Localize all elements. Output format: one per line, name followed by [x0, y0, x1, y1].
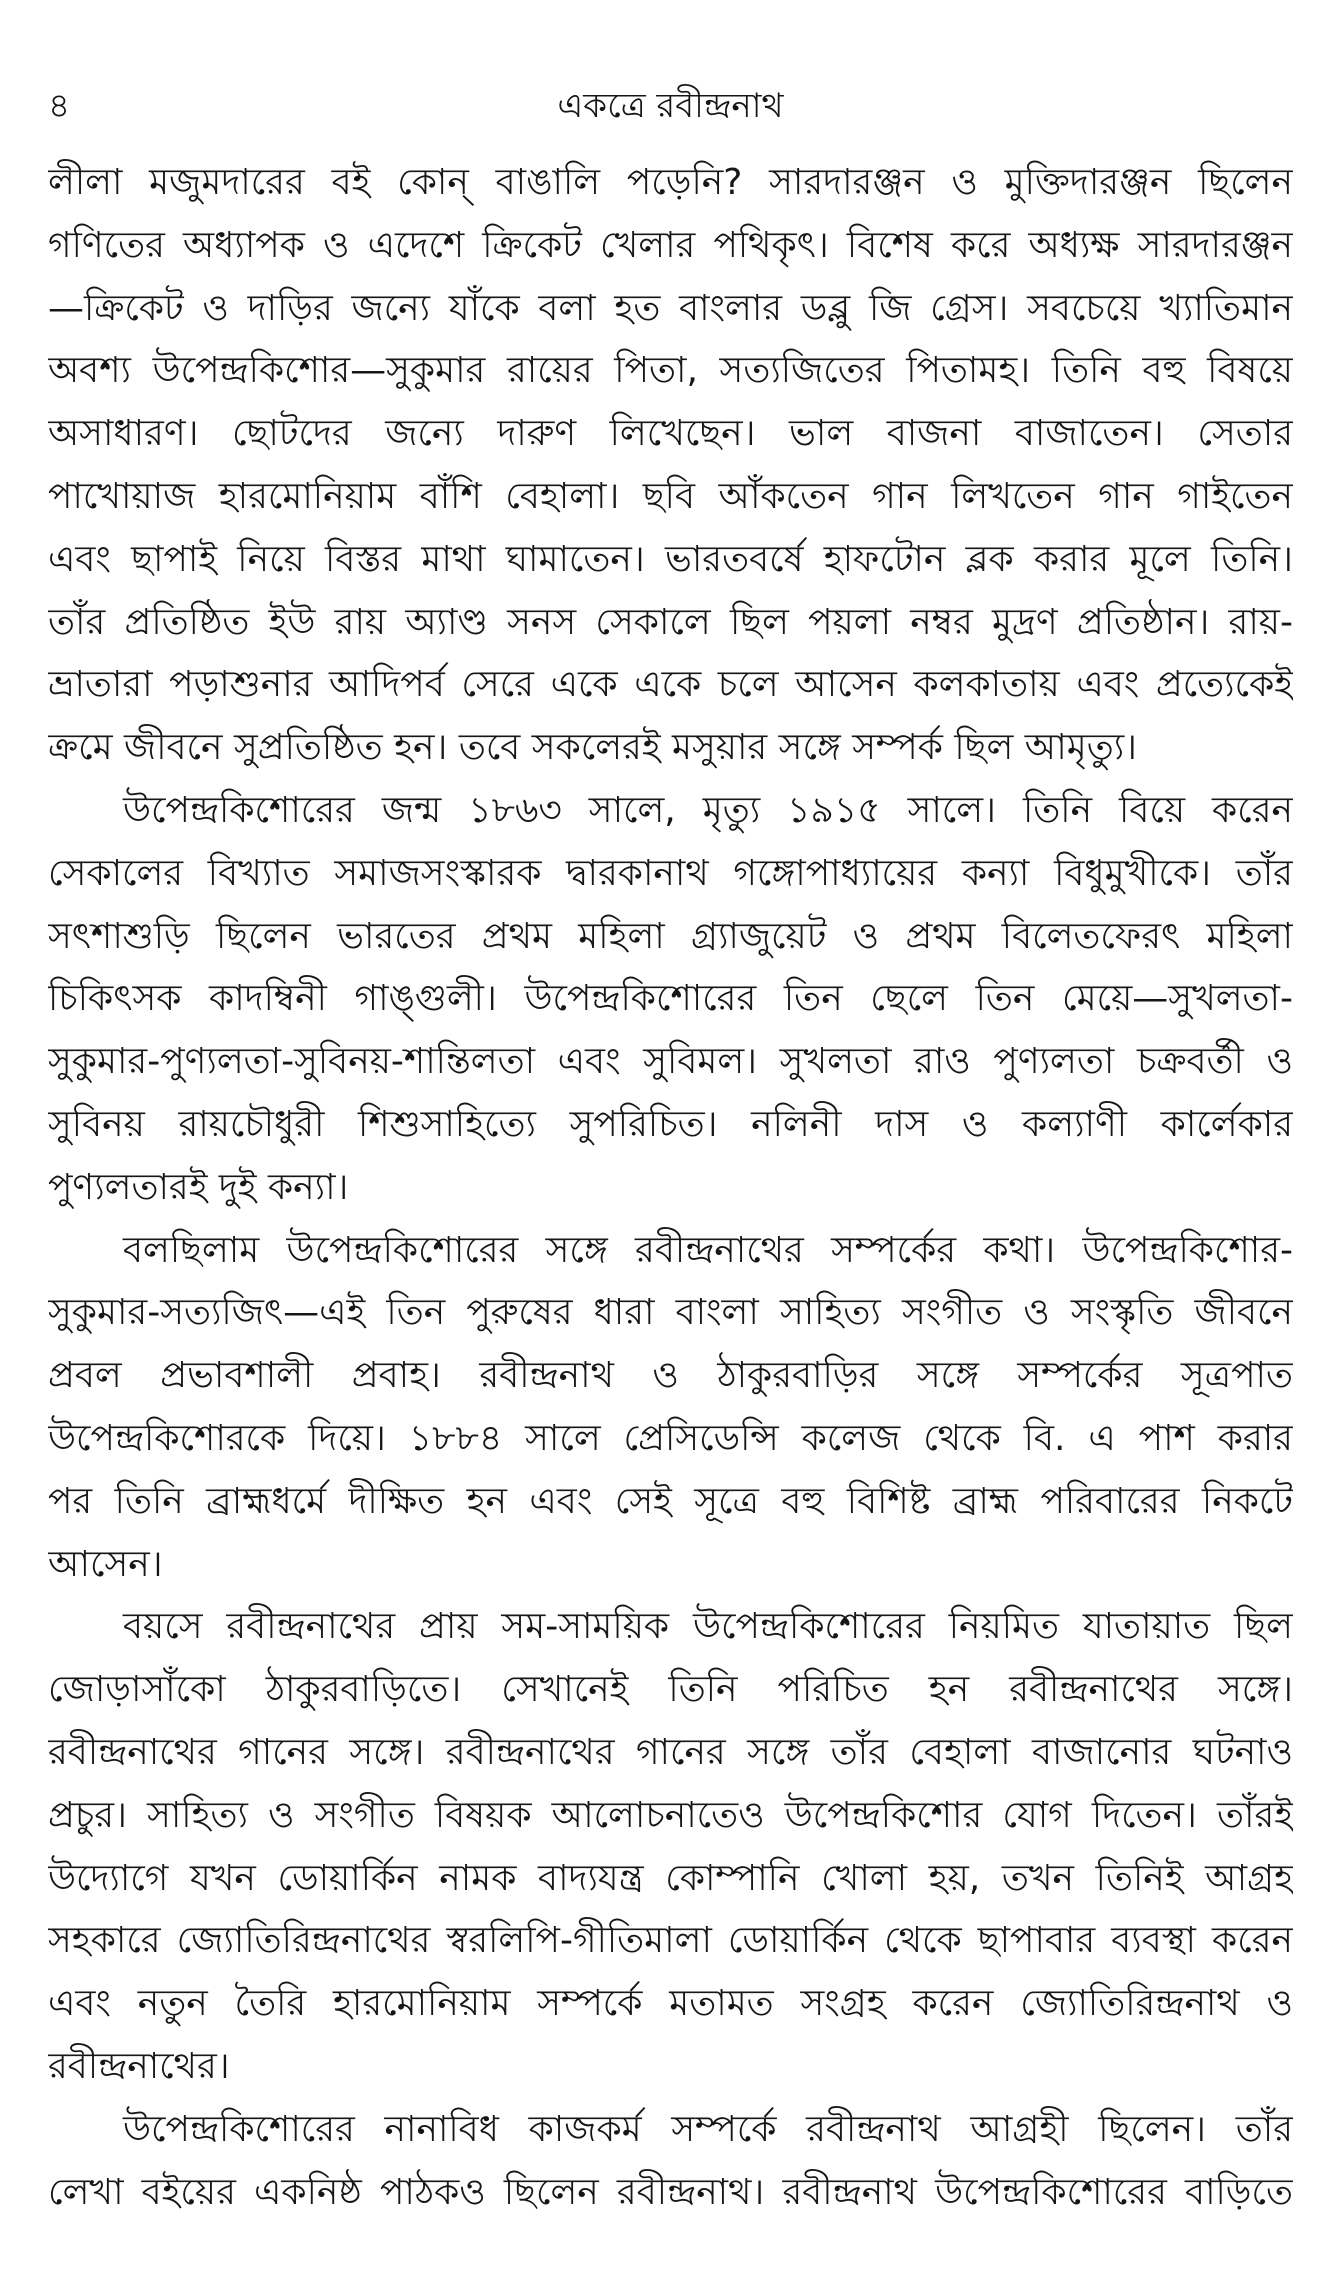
text-line: ভ্রাতারা পড়াশুনার আদিপর্ব সেরে একে একে চলে আসেন কলকাতায় এবং প্রত্যেকেই [48, 664, 1293, 706]
text-line: বলছিলাম উপেন্দ্রকিশোরের সঙ্গে রবীন্দ্রনাথের সম্পর্কের কথা। উপেন্দ্রকিশোর- [123, 1229, 1293, 1271]
text-line: সেকালের বিখ্যাত সমাজসংস্কারক দ্বারকানাথ গঙ্গোপাধ্যায়ের কন্যা বিধুমুখীকে। তাঁর [48, 852, 1293, 894]
text-line: বয়সে রবীন্দ্রনাথের প্রায় সম-সাময়িক উপেন্দ্রকিশোরের নিয়মিত যাতায়াত ছিল [123, 1606, 1293, 1648]
text-line: সুকুমার-সত্যজিৎ—এই তিন পুরুষের ধারা বাংলা সাহিত্য সংগীত ও সংস্কৃতি জীবনে [48, 1292, 1293, 1334]
text-line: চিকিৎসক কাদম্বিনী গাঙ্গুলী। উপেন্দ্রকিশোরের তিন ছেলে তিন মেয়ে—সুখলতা- [48, 978, 1293, 1020]
text-line: সহকারে জ্যোতিরিন্দ্রনাথের স্বরলিপি-গীতিমালা ডোয়ার্কিন থেকে ছাপাবার ব্যবস্থা করেন [48, 1920, 1293, 1962]
text-line: উপেন্দ্রকিশোরকে দিয়ে। ১৮৮৪ সালে প্রেসিডেন্সি কলেজ থেকে বি. এ পাশ করার [48, 1417, 1293, 1459]
text-line: —ক্রিকেট ও দাড়ির জন্যে যাঁকে বলা হত বাংলার ডব্লু জি গ্রেস। সবচেয়ে খ্যাতিমান [48, 287, 1293, 329]
text-line: লীলা মজুমদারের বই কোন্‌ বাঙালি পড়েনি? সারদারঞ্জন ও মুক্তিদারঞ্জন ছিলেন [48, 162, 1293, 203]
text-line: তাঁর প্রতিষ্ঠিত ইউ রায় অ্যাণ্ড সনস সেকালে ছিল পয়লা নম্বর মুদ্রণ প্রতিষ্ঠান। রায়- [48, 601, 1293, 643]
text-line: পুণ্যলতারই দুই কন্যা। [48, 1166, 349, 1208]
text-line: এবং ছাপাই নিয়ে বিস্তর মাথা ঘামাতেন। ভারতবর্ষে হাফটোন ব্লক করার মূলে তিনি। [48, 538, 1293, 580]
text-line: গণিতের অধ্যাপক ও এদেশে ক্রিকেট খেলার পথিকৃৎ। বিশেষ করে অধ্যক্ষ সারদারঞ্জন [48, 224, 1293, 266]
running-title: একত্রে রবীন্দ্রনাথ [557, 86, 784, 126]
paragraph [48, 1220, 1293, 1597]
text-line: উপেন্দ্রকিশোরের নানাবিধ কাজকর্ম সম্পর্কে রবীন্দ্রনাথ আগ্রহী ছিলেন। তাঁর [123, 2108, 1293, 2150]
text-line: উপেন্দ্রকিশোরের জন্ম ১৮৬৩ সালে, মৃত্যু ১৯১৫ সালে। তিনি বিয়ে করেন [123, 789, 1293, 831]
page-header [48, 80, 1293, 132]
paragraph [48, 2099, 1293, 2225]
text-line: জোড়াসাঁকো ঠাকুরবাড়িতে। সেখানেই তিনি পরিচিত হন রবীন্দ্রনাথের সঙ্গে। [48, 1669, 1293, 1711]
paragraph [48, 152, 1293, 780]
text-line: ক্রমে জীবনে সুপ্রতিষ্ঠিত হন। তবে সকলেরই মসুয়ার সঙ্গে সম্পর্ক ছিল আমৃত্যু। [48, 727, 1138, 769]
paragraph [48, 1596, 1293, 2098]
text-line: সৎশাশুড়ি ছিলেন ভারতের প্রথম মহিলা গ্র্যাজুয়েট ও প্রথম বিলেতফেরৎ মহিলা [48, 915, 1293, 957]
text-line: প্রবল প্রভাবশালী প্রবাহ। রবীন্দ্রনাথ ও ঠাকুরবাড়ির সঙ্গে সম্পর্কের সূত্রপাত [48, 1355, 1293, 1397]
text-line: রবীন্দ্রনাথের। [48, 2045, 230, 2087]
text-line: সুবিনয় রায়চৌধুরী শিশুসাহিত্যে সুপরিচিত। নলিনী দাস ও কল্যাণী কার্লেকার [48, 1103, 1293, 1145]
paragraph [48, 780, 1293, 1220]
text-line: লেখা বইয়ের একনিষ্ঠ পাঠকও ছিলেন রবীন্দ্রনাথ। রবীন্দ্রনাথ উপেন্দ্রকিশোরের বাড়িতে [48, 2171, 1293, 2213]
text-line: সুকুমার-পুণ্যলতা-সুবিনয়-শান্তিলতা এবং সুবিমল। সুখলতা রাও পুণ্যলতা চক্রবর্তী ও [48, 1041, 1293, 1083]
text-line: আসেন। [48, 1543, 163, 1585]
text-line: অবশ্য উপেন্দ্রকিশোর—সুকুমার রায়ের পিতা, সত্যজিতের পিতামহ। তিনি বহু বিষয়ে [48, 350, 1293, 392]
text-line: অসাধারণ। ছোটদের জন্যে দারুণ লিখেছেন। ভাল বাজনা বাজাতেন। সেতার [48, 413, 1293, 455]
text-line: পর তিনি ব্রাহ্মধর্মে দীক্ষিত হন এবং সেই সূত্রে বহু বিশিষ্ট ব্রাহ্ম পরিবারের নিকটে [48, 1480, 1293, 1522]
text-line: রবীন্দ্রনাথের গানের সঙ্গে। রবীন্দ্রনাথের গানের সঙ্গে তাঁর বেহালা বাজানোর ঘটনাও [48, 1731, 1293, 1773]
body-text [48, 152, 1293, 2224]
text-line: প্রচুর। সাহিত্য ও সংগীত বিষয়ক আলোচনাতেও উপেন্দ্রকিশোর যোগ দিতেন। তাঁরই [48, 1794, 1293, 1836]
text-line: এবং নতুন তৈরি হারমোনিয়াম সম্পর্কে মতামত সংগ্রহ করেন জ্যোতিরিন্দ্রনাথ ও [48, 1983, 1293, 2025]
text-line: পাখোয়াজ হারমোনিয়াম বাঁশি বেহালা। ছবি আঁকতেন গান লিখতেন গান গাইতেন [48, 475, 1293, 517]
text-line: উদ্যোগে যখন ডোয়ার্কিন নামক বাদ্যযন্ত্র কোম্পানি খোলা হয়, তখন তিনিই আগ্রহ [48, 1857, 1293, 1899]
page-number: ৪ [48, 86, 71, 126]
